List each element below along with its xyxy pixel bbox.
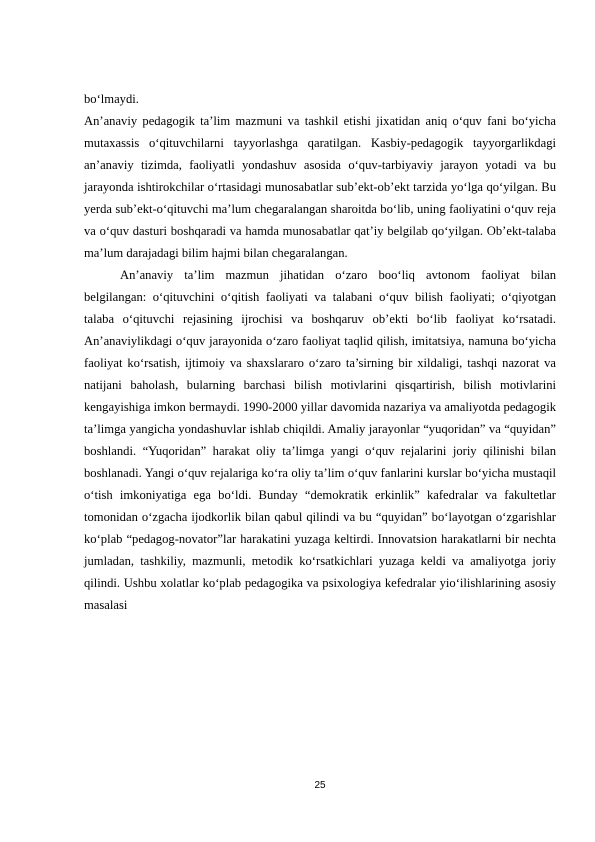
paragraph-continuation: bo‘lmaydi. (84, 92, 139, 106)
paragraph-traditional-content: An’anaviy ta’lim mazmun jihatidan o‘zaro boo‘liq avtonom faoliyat bilan belgilangan: o‘qituvchini o‘qitish faoliyati va talabani o‘quv bilish faoliyati; o‘qiyotgan talaba o‘qituvchi rejasining ijrochisi va boshqaruv ob’ekti bo‘lib faoliyat ko‘rsatadi. An’anaviylikdagi o‘quv jarayonida o‘zaro faoliyat taqlid qilish, imitatsiya, namuna bo‘yicha faoliyat ko‘rsatish, ijtimoiy va shaxslararo o‘zaro ta’sirning bir xildaligi, tashqi nazorat va natijani baholash, bularning barchasi bilish motivlarini qisqartirish, bilish motivlarini kengayishiga imkon bermaydi. 1990-2000 yillar davomida nazariya va amaliyotda pedagogik ta’limga yangicha yondashuvlar ishlab chiqildi. Amaliy jarayonlar “yuqoridan” va “quyidan” boshlandi. “Yuqoridan” harakat oliy ta’limga yangi o‘quv rejalarini joriy qilinishi bilan boshlanadi. Yangi o‘quv rejalariga ko‘ra oliy ta’lim o‘quv fanlarini kurslar bo‘yicha mustaqil o‘tish imkoniyatiga ega bo‘ldi. Bunday “demokratik erkinlik” kafedralar va fakultetlar tomonidan o‘zgacha ijodkorlik bilan qabul qilindi va bu “quyidan” bo‘layotgan o‘zgarishlar ko‘plab “pedagog-novator”lar harakatini yuzaga keltirdi. Innovatsion harakatlarni bir nechta jumladan, tashkiliy, mazmunli, metodik ko‘rsatkichlari yuzaga keldi va amaliyotga joriy qilindi. Ushbu xolatlar ko‘plab pedagogika va psixologiya kefedralar yio‘ilishlarining asosiy masalasi (84, 268, 556, 612)
paragraph-traditional-education: An’anaviy pedagogik ta’lim mazmuni va tashkil etishi jixatidan aniq o‘quv fani bo‘yicha mutaxassis o‘qituvchilarni tayyorlashga qaratilgan. Kasbiy-pedagogik tayyorgarlikdagi an’anaviy tizimda, faoliyatli yondashuv asosida o‘quv-tarbiyaviy jarayon yotadi va bu jarayonda ishtirokchilar o‘rtasidagi munosabatlar sub’ekt-ob’ekt tarzida yo‘lga qo‘yilgan. Bu yerda sub’ekt-o‘qituvchi ma’lum chegaralangan sharoitda bo‘lib, uning faoliyatini o‘quv reja va o‘quv dasturi boshqaradi va hamda munosabatlar qat’iy belgilab qo‘yilgan. Ob’ekt-talaba ma’lum darajadagi bilim hajmi bilan chegaralangan. (84, 114, 556, 260)
body-text (84, 88, 556, 616)
page-number: 25 (314, 780, 326, 791)
